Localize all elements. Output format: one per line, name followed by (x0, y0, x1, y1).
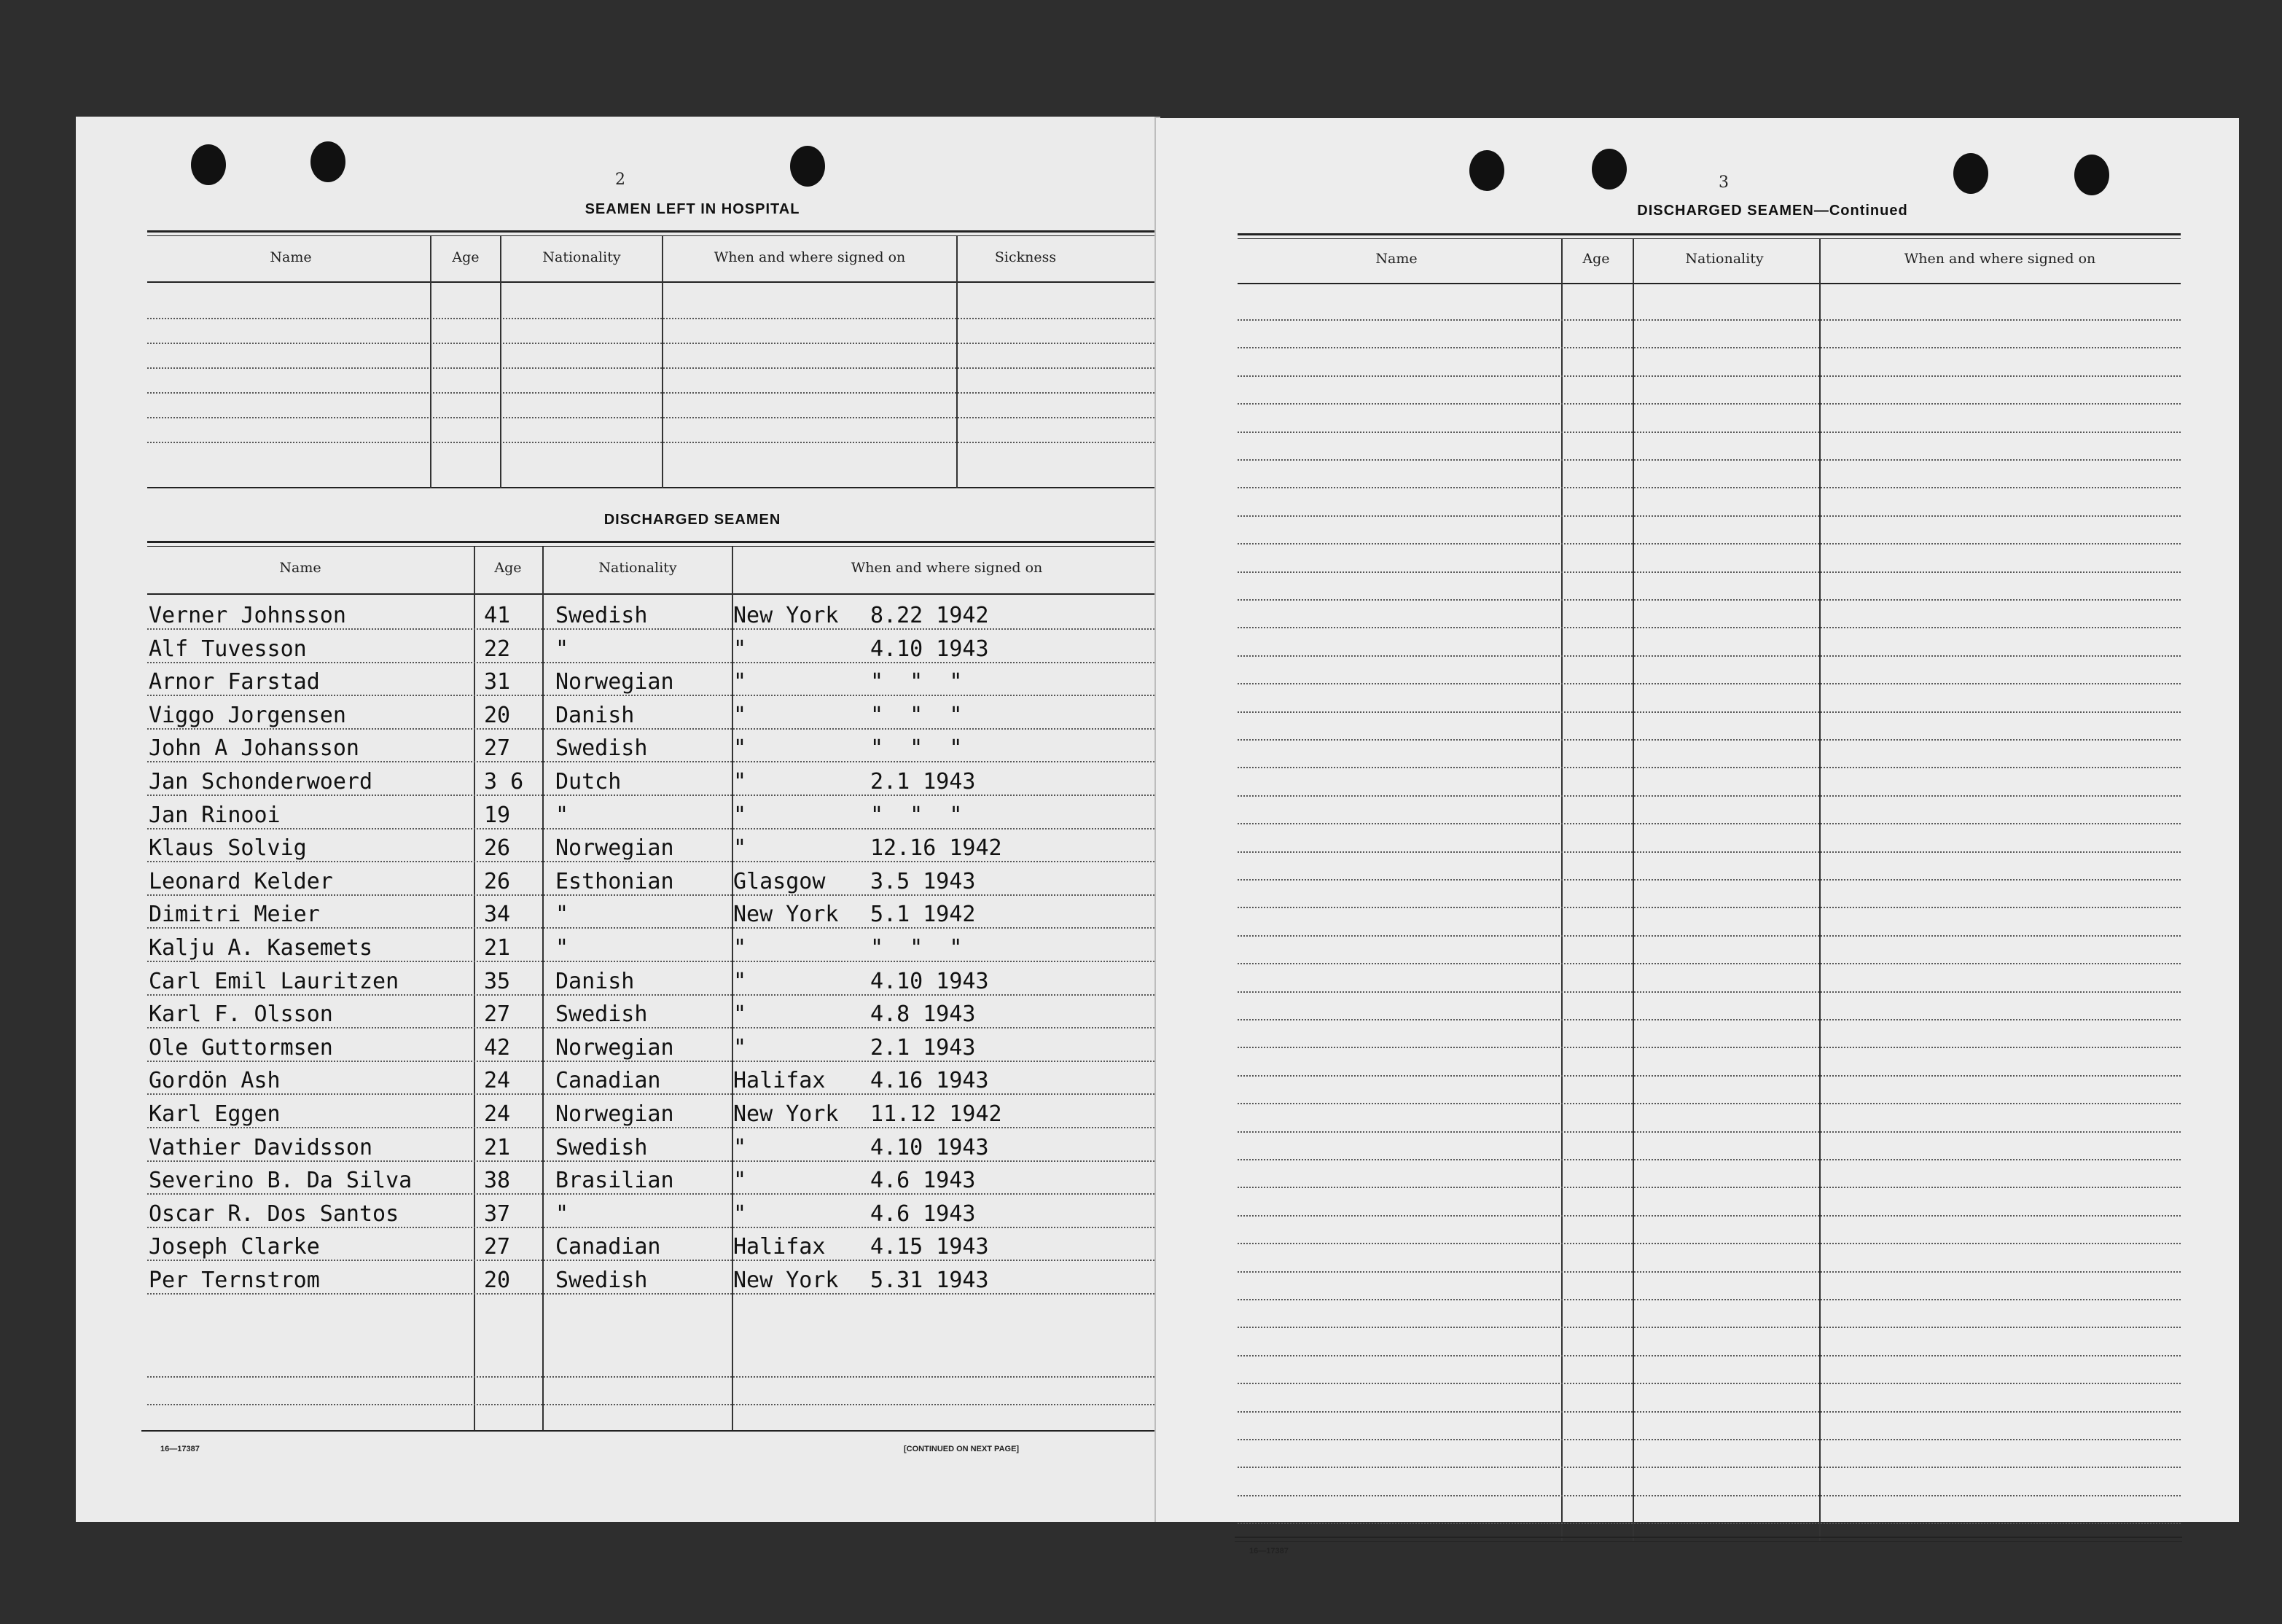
discharged-continued-title: DISCHARGED SEAMEN—Continued (1637, 203, 1908, 219)
cell-place: " (733, 1201, 747, 1227)
cell-name: Vathier Davidsson (149, 1135, 373, 1160)
row-rule (147, 761, 1163, 762)
continued-note: [CONTINUED ON NEXT PAGE] (904, 1445, 1020, 1453)
cell-date: " " " (870, 935, 963, 961)
cell-place: New York (733, 1268, 839, 1293)
cell-place: " (733, 669, 747, 695)
cell-nationality: Norwegian (555, 835, 674, 861)
cell-age: 21 (484, 1135, 511, 1160)
cell-nationality: " (555, 803, 569, 828)
cell-date: 12.16 1942 (870, 835, 1002, 861)
row-rule (1238, 907, 2181, 908)
cell-date: 4.6 1943 (870, 1168, 976, 1193)
cell-name: Karl F. Olsson (149, 1002, 333, 1027)
row-rule (1238, 459, 2181, 461)
cell-date: 4.15 1943 (870, 1234, 989, 1260)
punch-hole (1592, 149, 1627, 190)
cell-place: " (733, 935, 747, 961)
cell-age: 24 (484, 1101, 511, 1127)
cell-place: Halifax (733, 1234, 826, 1260)
cell-nationality: Canadian (555, 1068, 661, 1093)
row-rule (147, 828, 1163, 829)
punch-hole (1953, 153, 1988, 194)
page-number: 2 (615, 171, 625, 189)
cell-name: Viggo Jorgensen (149, 703, 346, 728)
punch-hole (2074, 155, 2109, 195)
row-rule (1238, 1271, 2181, 1273)
row-rule (1238, 1411, 2181, 1413)
row-rule (1238, 851, 2181, 853)
col-header-age: Age (1582, 251, 1610, 267)
row-rule (1238, 1215, 2181, 1217)
cell-nationality: Danish (555, 969, 635, 994)
cell-place: " (733, 769, 747, 795)
col-header-signed-on: When and where signed on (714, 249, 906, 265)
row-rule (1238, 1075, 2181, 1077)
cell-name: Karl Eggen (149, 1101, 281, 1127)
row-rule (1238, 1131, 2181, 1133)
col-header-name: Name (279, 560, 321, 576)
row-rule (1238, 711, 2181, 713)
row-rule (1238, 1383, 2181, 1384)
row-rule (147, 1160, 1163, 1162)
row-rule (1238, 683, 2181, 684)
cell-nationality: Brasilian (555, 1168, 674, 1193)
cell-nationality: " (555, 636, 569, 662)
cell-place: " (733, 1168, 747, 1193)
cell-age: 35 (484, 969, 511, 994)
row-rule (1238, 1187, 2181, 1188)
row-rule (1238, 599, 2181, 601)
row-rule (1238, 403, 2181, 405)
row-rule (1238, 627, 2181, 628)
cell-nationality: Danish (555, 703, 635, 728)
row-rule (147, 961, 1163, 962)
cell-age: 20 (484, 1268, 511, 1293)
cell-nationality: Dutch (555, 769, 622, 795)
cell-date: 3.5 1943 (870, 869, 976, 894)
row-rule (147, 1293, 1163, 1295)
cell-name: John A Johansson (149, 735, 359, 761)
cell-age: 19 (484, 803, 511, 828)
cell-age: 37 (484, 1201, 511, 1227)
row-rule (1238, 739, 2181, 741)
row-rule (147, 1127, 1163, 1128)
row-rule (147, 1061, 1163, 1062)
cell-place: " (733, 803, 747, 828)
cell-nationality: Swedish (555, 603, 648, 628)
row-rule (147, 662, 1163, 663)
discharged-title: DISCHARGED SEAMEN (603, 512, 781, 528)
page-number: 3 (1719, 173, 1729, 192)
cell-age: 3 6 (484, 769, 524, 795)
row-rule (147, 927, 1163, 929)
cell-place: New York (733, 902, 839, 927)
cell-date: 4.16 1943 (870, 1068, 989, 1093)
cell-nationality: Swedish (555, 1002, 648, 1027)
row-rule (147, 1260, 1163, 1261)
row-rule (1238, 1299, 2181, 1300)
cell-name: Carl Emil Lauritzen (149, 969, 399, 994)
cell-date: " " " (870, 803, 963, 828)
row-rule (1238, 1495, 2181, 1496)
cell-place: " (733, 636, 747, 662)
col-header-signed-on: When and where signed on (1904, 251, 2096, 267)
cell-age: 27 (484, 735, 511, 761)
cell-place: " (733, 1002, 747, 1027)
col-header-age: Age (452, 249, 480, 265)
cell-age: 31 (484, 669, 511, 695)
row-rule (147, 861, 1163, 862)
row-rule (147, 795, 1163, 796)
form-number: 16—17387 (160, 1445, 200, 1453)
cell-age: 22 (484, 636, 511, 662)
cell-place: " (733, 835, 747, 861)
cell-date: 4.10 1943 (870, 969, 989, 994)
row-rule (147, 1027, 1163, 1028)
row-rule (1238, 1355, 2181, 1356)
cell-nationality: Swedish (555, 1268, 648, 1293)
cell-age: 26 (484, 869, 511, 894)
row-rule (1238, 319, 2181, 321)
cell-date: 4.8 1943 (870, 1002, 976, 1027)
cell-place: Halifax (733, 1068, 826, 1093)
cell-nationality: " (555, 902, 569, 927)
cell-date: 4.10 1943 (870, 636, 989, 662)
col-header-nationality: Nationality (1685, 251, 1764, 267)
cell-date: 2.1 1943 (870, 769, 976, 795)
cell-name: Joseph Clarke (149, 1234, 320, 1260)
row-rule (1238, 543, 2181, 544)
row-rule (147, 1093, 1163, 1095)
row-rule (1238, 1327, 2181, 1328)
row-rule (147, 695, 1163, 696)
cell-date: " " " (870, 669, 963, 695)
cell-name: Kalju A. Kasemets (149, 935, 373, 961)
row-rule (1238, 1019, 2181, 1020)
row-rule (1238, 1047, 2181, 1048)
col-header-nationality: Nationality (542, 249, 621, 265)
cell-name: Verner Johnsson (149, 603, 346, 628)
row-rule (1238, 375, 2181, 377)
punch-hole (790, 146, 825, 187)
cell-place: New York (733, 1101, 839, 1127)
row-rule (1238, 1159, 2181, 1160)
col-header-name: Name (1375, 251, 1418, 267)
cell-name: Alf Tuvesson (149, 636, 307, 662)
cell-name: Per Ternstrom (149, 1268, 320, 1293)
cell-age: 26 (484, 835, 511, 861)
row-rule (1238, 347, 2181, 348)
col-header-signed-on: When and where signed on (851, 560, 1043, 576)
cell-date: 2.1 1943 (870, 1035, 976, 1061)
cell-name: Severino B. Da Silva (149, 1168, 413, 1193)
cell-nationality: Norwegian (555, 1101, 674, 1127)
form-number: 16—17387 (1249, 1547, 1289, 1555)
row-rule (1238, 515, 2181, 517)
col-header-nationality: Nationality (598, 560, 677, 576)
hospital-title: SEAMEN LEFT IN HOSPITAL (585, 201, 800, 217)
cell-name: Oscar R. Dos Santos (149, 1201, 399, 1227)
cell-age: 27 (484, 1234, 511, 1260)
cell-nationality: " (555, 1201, 569, 1227)
cell-age: 27 (484, 1002, 511, 1027)
row-rule (1238, 1103, 2181, 1104)
row-rule (147, 1227, 1163, 1228)
cell-name: Dimitri Meier (149, 902, 320, 927)
col-header-sickness: Sickness (994, 249, 1057, 265)
cell-date: 11.12 1942 (870, 1101, 1002, 1127)
cell-age: 42 (484, 1035, 511, 1061)
row-rule (1238, 432, 2181, 433)
cell-place: " (733, 1035, 747, 1061)
left-page (76, 117, 1159, 1522)
cell-date: 5.1 1942 (870, 902, 976, 927)
punch-hole (1469, 150, 1504, 191)
row-rule (147, 1376, 1163, 1378)
row-rule (147, 628, 1163, 630)
row-rule (1238, 1243, 2181, 1244)
cell-age: 20 (484, 703, 511, 728)
row-rule (147, 894, 1163, 896)
row-rule (1238, 1523, 2181, 1524)
cell-nationality: Norwegian (555, 1035, 674, 1061)
row-rule (147, 1193, 1163, 1195)
row-rule (1238, 963, 2181, 964)
row-rule (1238, 767, 2181, 768)
cell-date: 8.22 1942 (870, 603, 989, 628)
row-rule (1238, 1467, 2181, 1468)
cell-name: Jan Schonderwoerd (149, 769, 373, 795)
row-rule (1238, 879, 2181, 881)
row-rule (1238, 571, 2181, 573)
row-rule (1238, 1439, 2181, 1440)
cell-age: 24 (484, 1068, 511, 1093)
col-header-name: Name (270, 249, 312, 265)
row-rule (1238, 991, 2181, 993)
cell-nationality: " (555, 935, 569, 961)
cell-name: Gordön Ash (149, 1068, 281, 1093)
cell-place: " (733, 969, 747, 994)
punch-hole (191, 144, 226, 185)
cell-name: Leonard Kelder (149, 869, 333, 894)
cell-date: 4.6 1943 (870, 1201, 976, 1227)
cell-place: " (733, 1135, 747, 1160)
cell-name: Arnor Farstad (149, 669, 320, 695)
row-rule (147, 994, 1163, 996)
cell-place: Glasgow (733, 869, 826, 894)
row-rule (1238, 795, 2181, 797)
cell-nationality: Canadian (555, 1234, 661, 1260)
cell-age: 41 (484, 603, 511, 628)
cell-date: 5.31 1943 (870, 1268, 989, 1293)
row-rule (1238, 823, 2181, 824)
cell-place: " (733, 703, 747, 728)
row-rule (147, 1404, 1163, 1405)
cell-place: New York (733, 603, 839, 628)
cell-age: 21 (484, 935, 511, 961)
cell-nationality: Esthonian (555, 869, 674, 894)
right-page (1156, 118, 2239, 1555)
cell-nationality: Swedish (555, 1135, 648, 1160)
punch-hole (310, 141, 345, 182)
row-rule (1238, 935, 2181, 937)
cell-date: " " " (870, 703, 963, 728)
cell-name: Klaus Solvig (149, 835, 307, 861)
cell-date: 4.10 1943 (870, 1135, 989, 1160)
cell-nationality: Swedish (555, 735, 648, 761)
cell-nationality: Norwegian (555, 669, 674, 695)
cell-date: " " " (870, 735, 963, 761)
col-header-age: Age (494, 560, 522, 576)
row-rule (1238, 655, 2181, 657)
cell-place: " (733, 735, 747, 761)
row-rule (1238, 487, 2181, 488)
cell-age: 38 (484, 1168, 511, 1193)
cell-age: 34 (484, 902, 511, 927)
cell-name: Ole Guttormsen (149, 1035, 333, 1061)
row-rule (147, 728, 1163, 730)
cell-name: Jan Rinooi (149, 803, 281, 828)
